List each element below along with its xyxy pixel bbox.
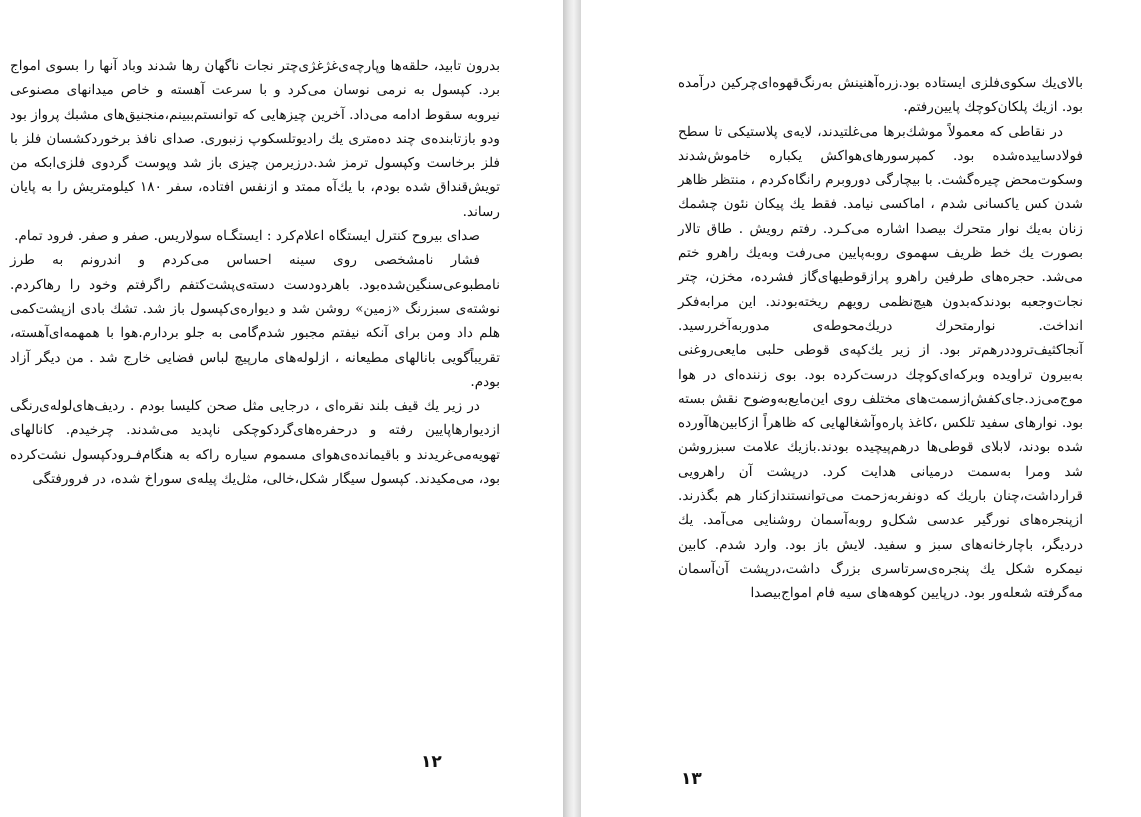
left-page-text — [10, 54, 500, 491]
page-number: ۱۲ — [421, 752, 442, 772]
paragraph: بدرون تابید، حلقه‌ها وپارچه‌ی‌غژغژی‌چتر نجات ناگهان رها شدند وباد آنها را بسوی امواج برد. کپسول به نرمی نوسان می‌کرد و با سرعت آهسته و خاص میدانهای مصنوعی نیروبه سقوط ادامه می‌داد. آخرین چیزهایی که توانستم‌ببینم،منجنیق‌های مشبك پرواز بود ودو بازتابنده‌ی چند ده‌متری یك رادیوتلسکوپ زنبوری. صدای نافذ برخوردکشسان فلز با فلز برخاست وکپسول ترمز شد.درزیرمن چیزی باز شد وپوست گردوی فلزی‌ابکه من تویش‌قنداق شده بودم، با یك‌آه ممتد و ازنفس افتاده، سفر ۱۸۰ کیلومتریش را به پایان رساند. — [10, 58, 500, 220]
paragraph: فشار نامشخصی روی سینه احساس می‌کردم و اندرونم به طرز نامطبوعی‌سنگین‌شده‌بود. باهردودست دسته‌ی‌پشت‌کتفم راگرفتم وخود را رهاکردم. نوشته‌ی سبزرنگ «زمین» روشن شد و دیواره‌ی‌کپسول باز شد. تشك بادی ازپشت‌کمی هلم داد ومن برای آنکه نیفتم مجبور شدم‌گامی به جلو بردارم.هوا با همهمه‌ای‌آهسته، تقریباًگویی بانالهای مطیعانه ، ازلوله‌های مارپیچ لباس فضایی خارج شد . من دیگر آزاد بودم. — [10, 252, 500, 390]
paragraph: در نقاطی که معمولاً موشك‌برها می‌غلتیدند، لایه‌ی پلاستیکی تا سطح فولادساییده‌شده بود. کمپرسورهای‌هواکش یکباره خاموش‌شدند وسکوت‌محض چیره‌گشت. با بیچارگی دوروبرم رانگاه‌کردم ، منتظر ظاهر شدن کس یاکسانی شدم ، اماکسی نیامد. فقط یك پیکان نئون چشمك زنان به‌یك نوار متحرك بیصدا اشاره می‌کـرد. رفتم رویش . طاق تالار بصورت یك خط ظریف سهموی روبه‌پایین می‌رفت وبه‌یك راهرو ختم می‌شد. حجره‌های طرفین راهرو پرازقوطیهای‌گاز فشرده، مخزن، چتر نجات‌وجعبه بودندکه‌بدون هیچ‌نظمی رویهم ریخته‌بودند. این مرابه‌فکر انداخت. نوارمتحرك دریك‌محوطه‌ی مدوربه‌آخررسید. آنجاکثیف‌تروددرهم‌تر بود. از زیر یك‌کپه‌ی قوطی حلبی مایعی‌روغنی به‌بیرون تراویده وبرکه‌ای‌کوچك درست‌کرده بود. بوی زننده‌ای در هوا موج‌می‌زد.جای‌کفش‌ازسمت‌های مختلف روی این‌مایع‌به‌وضوح نقش بسته بود. نوارهای سفید تلکس ،کاغذ پاره‌وآشغالهایی که ظاهراً ازکابین‌هاآورده شده بودند، لابلای قوطی‌ها درهم‌پیچیده بودند.بازیك علامت سبزروشن شد ومرا به‌سمت درمیانی هدایت کرد. درپشت آن راهرویی قرارداشت،چنان باریك که دونفربه‌زحمت می‌توانستنداز‌کنار هم بگذرند. ازپنجره‌های نورگیر عدسی شکل‌و روبه‌آسمان روشنایی می‌آمد. یك دردیگر، باچارخانه‌های سبز و سفید. لایش باز بود. وارد شدم. کابین نیمکره شکل یك پنجره‌ی‌سرتاسری بزرگ داشت،درپشت آن‌آسمان مه‌گرفته شعله‌ور بود. درپایین کوهه‌های سیه فام امواج‌بیصدا — [678, 123, 1083, 602]
page-number: ۱۳ — [681, 769, 702, 789]
paragraph: بالای‌یك سکوی‌فلزی ایستاده بود.زره‌آهنینش به‌رنگ‌قهوه‌ای‌چرکین درآمده بود. ازیك پلکان‌کوچك پایین‌رفتم. — [678, 75, 1083, 116]
left-page — [0, 0, 563, 817]
paragraph: در زیر یك قیف بلند نقره‌ای ، درجایی مثل صحن کلیسا بودم . ردیف‌های‌لوله‌ی‌رنگی ازدیوارهاپایین رفته و درحفره‌های‌گردکوچکی ناپدید می‌شدند. چرخیدم. کانالهای تهویه‌می‌غریدند و باقیمانده‌ی‌هوای مسموم سیاره راکه به هنگام‌فـرود‌کپسول نشت‌کرده بود، می‌مکیدند. کپسول سیگار شکل،خالی، مثل‌یك پیله‌ی سوراخ شده، در فرورفتگی — [10, 398, 500, 488]
book-gutter — [563, 0, 581, 817]
right-page — [581, 0, 1141, 817]
paragraph: صدای بیروح کنترل ایستگاه اعلام‌کرد : ایستگـاه سولاریس. صفر و صفر. فرود تمام. — [14, 228, 480, 245]
right-page-text — [678, 71, 1083, 606]
